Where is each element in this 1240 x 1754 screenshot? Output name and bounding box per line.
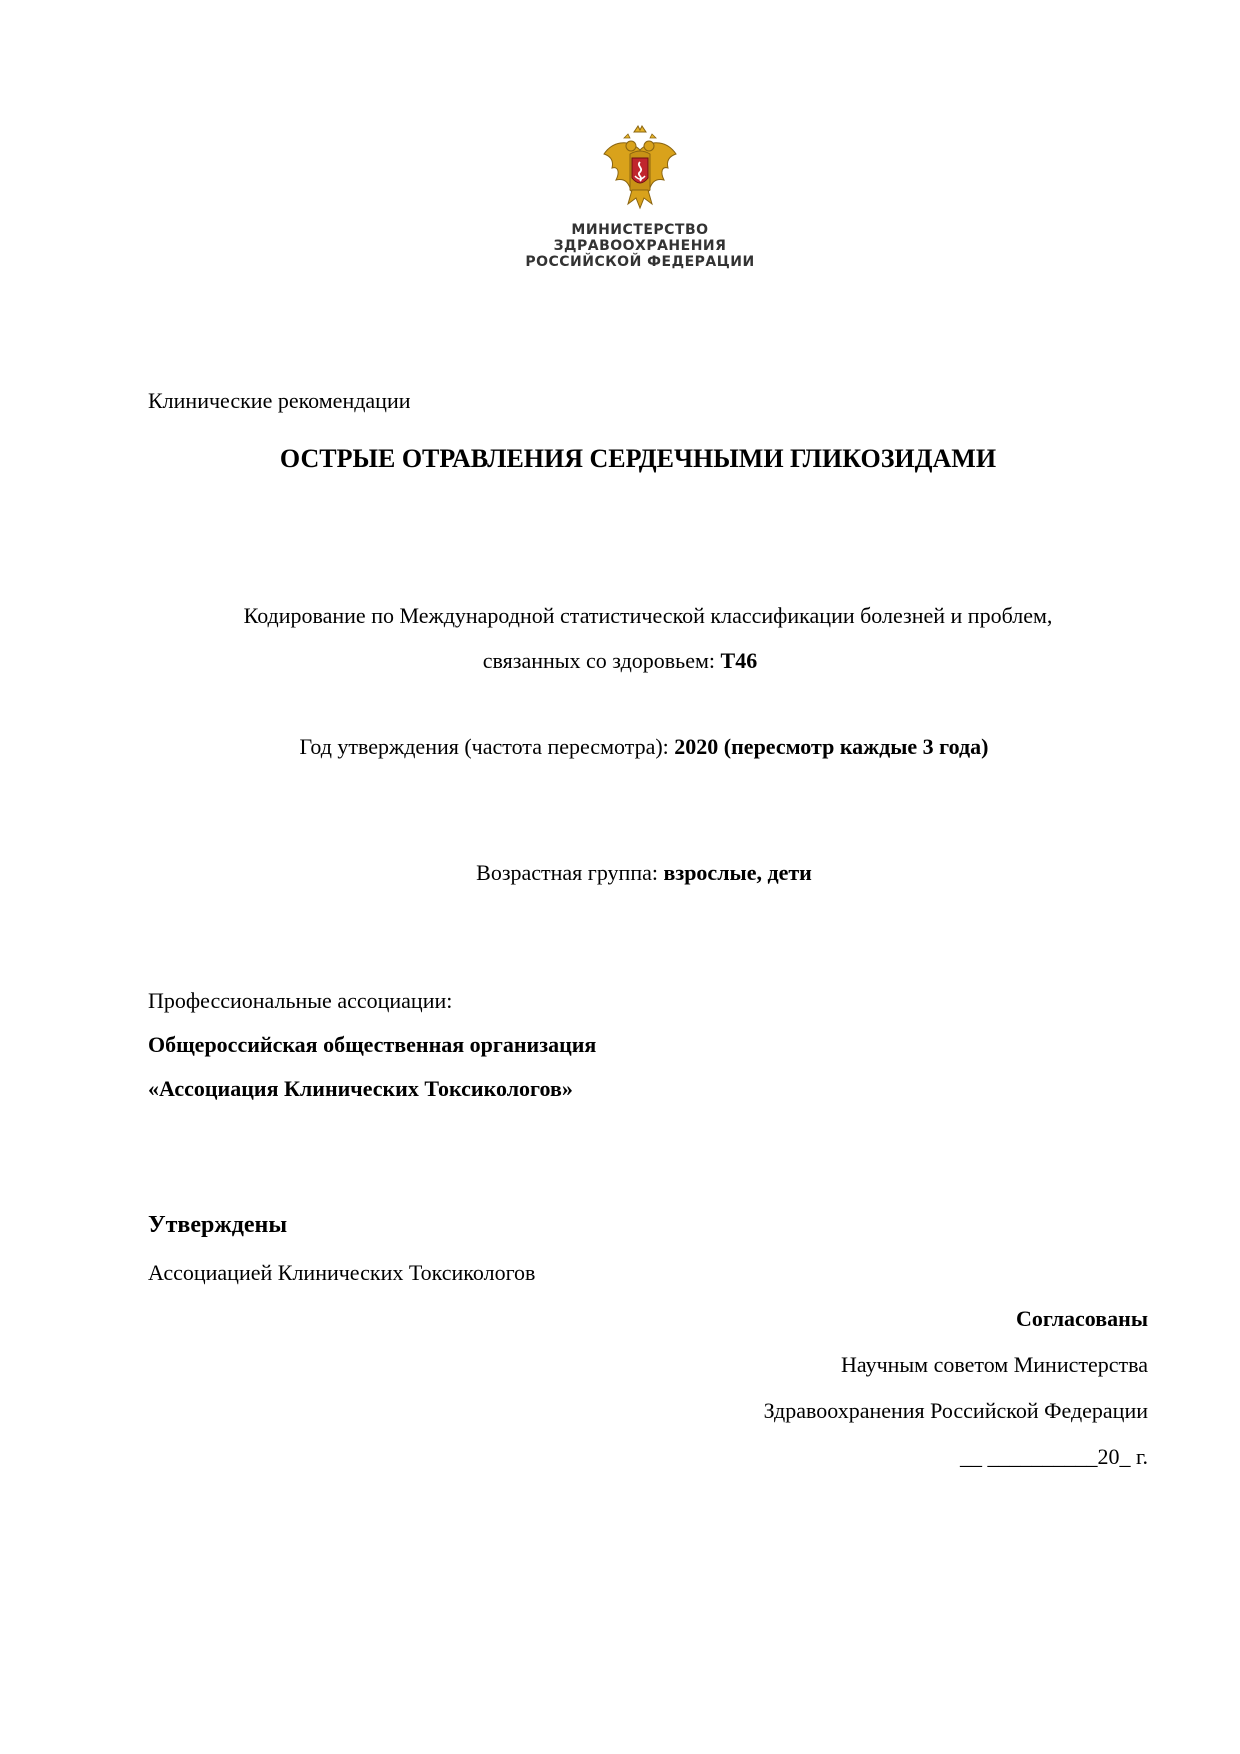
approved-heading: Утверждены [148,1212,288,1238]
agreed-line-2: Здравоохранения Российской Федерации [763,1398,1148,1423]
approval-year [24,734,1240,760]
ministry-name-line-2: ЗДРАВООХРАНЕНИЯ [553,238,727,254]
icd-code: T46 [720,648,758,673]
ministry-name-line-1: МИНИСТЕРСТВО [571,222,709,238]
icd-coding-line-1: Кодирование по Международной статистической классификации болезней и проблем, [243,603,1053,628]
document-title: ОСТРЫЕ ОТРАВЛЕНИЯ СЕРДЕЧНЫМИ ГЛИКОЗИДАМИ [279,444,997,473]
age-group-label: Возрастная группа: [476,860,658,885]
icd-coding-line-2 [0,648,1240,674]
age-group-value: взрослые, дети [663,860,812,885]
ministry-name-line-3: РОССИЙСКОЙ ФЕДЕРАЦИИ [525,254,755,270]
approval-year-label: Год утверждения (частота пересмотра): [299,734,669,759]
associations-line-2: «Ассоциация Клинических Токсикологов» [148,1076,573,1101]
age-group [24,860,1240,886]
icd-coding-label: связанных со здоровьем: [482,648,716,673]
agreed-date: __ __________20_ г. [959,1444,1148,1469]
agreed-heading: Согласованы [1015,1306,1148,1331]
approval-year-value: 2020 (пересмотр каждые 3 года) [674,734,989,759]
associations-label: Профессиональные ассоциации: [148,988,453,1013]
ministry-emblem-icon [600,120,680,220]
approved-by: Ассоциацией Клинических Токсикологов [148,1260,536,1285]
document-type: Клинические рекомендации [148,388,411,413]
associations-line-1: Общероссийская общественная организация [148,1032,597,1057]
agreed-line-1: Научным советом Министерства [841,1352,1148,1377]
